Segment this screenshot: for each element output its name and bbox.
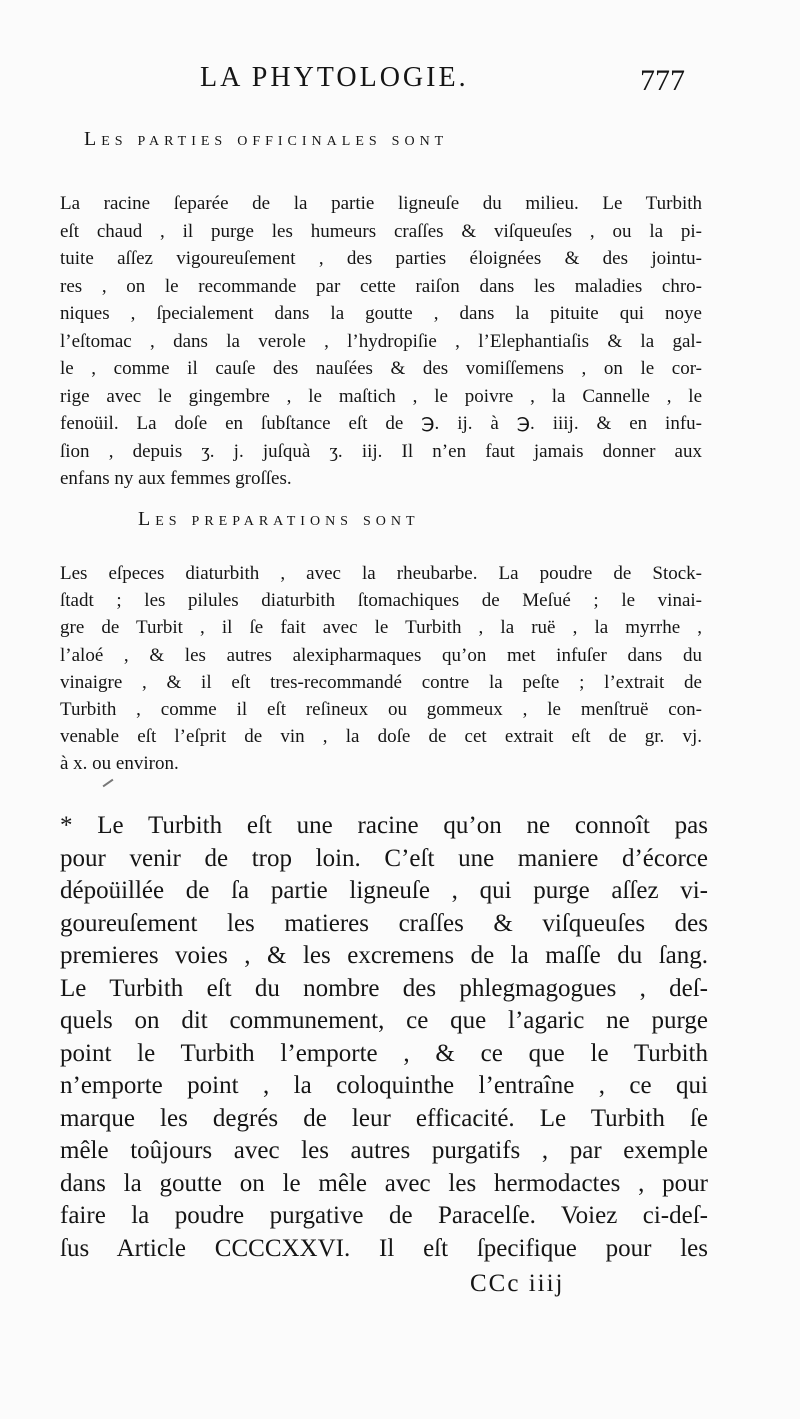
text-line: res , on le recommande par cette raiſon dans les maladies chro- — [60, 275, 702, 297]
text-line: premieres voies , & les excremens de la maſſe du ſang. — [60, 942, 708, 969]
text-line: tuite aſſez vigoureuſement , des parties éloignées & des jointu- — [60, 248, 702, 269]
text-line: quels on dit communement, ce que l’agaric ne purge — [60, 1007, 708, 1034]
paragraph-preparations — [60, 560, 702, 778]
text-line: rige avec le gingembre , le maſtich , le poivre , la Cannelle , le — [60, 385, 702, 407]
text-line: mêle toûjours avec les autres purgatifs , par exemple — [60, 1137, 708, 1164]
text-line: dépoüillée de ſa partie ligneuſe , qui purge aſſez vi- — [60, 877, 708, 904]
text-line: marque les degrés de leur efficacité. Le Turbith ſe — [60, 1104, 708, 1132]
signature-mark: CCc iiij — [470, 1270, 565, 1297]
section-heading-preparations: Les preparations sont — [138, 508, 420, 530]
footnote-turbith — [60, 810, 708, 1265]
text-line: * Le Turbith eſt une racine qu’on ne connoît pas — [60, 812, 708, 839]
text-line: le , comme il cauſe des nauſées & des vomiſſemens , on le cor- — [60, 358, 702, 379]
text-line: l’eſtomac , dans la verole , l’hydropiſie , l’Elephantiaſis & la gal- — [60, 330, 702, 352]
text-line: enfans ny aux femmes groſſes. — [60, 468, 292, 489]
text-line: l’aloé , & les autres alexipharmaques qu’on met infuſer dans du — [60, 644, 702, 666]
text-line: Le Turbith eſt du nombre des phlegmagogues , deſ- — [60, 974, 708, 1002]
text-line: ſion , depuis ʒ. j. juſquà ʒ. iij. Il n’en faut jamais donner aux — [60, 440, 702, 462]
paragraph-officinales — [60, 190, 702, 493]
text-line: venable eſt l’eſprit de vin , la doſe de cet extrait eſt de gr. vj. — [60, 726, 702, 748]
text-line: niques , ſpecialement dans la goutte , dans la pituite qui noye — [60, 303, 702, 324]
text-line: dans la goutte on le mêle avec les hermodactes , pour — [60, 1169, 708, 1197]
text-line: La racine ſeparée de la partie ligneuſe du milieu. Le Turbith — [60, 193, 702, 214]
text-line: ſus Article CCCCXXVI. Il eſt ſpecifique pour les — [60, 1234, 708, 1262]
text-line: Les eſpeces diaturbith , avec la rheubarbe. La poudre de Stock- — [60, 563, 702, 584]
section-heading-officinales: Les parties officinales sont — [84, 128, 449, 150]
text-line: Turbith , comme il eſt reſineux ou gommeux , le menſtruë con- — [60, 699, 702, 721]
text-line: fenoüil. La doſe en ſubſtance eſt de ℈. ij. à ℈. iiij. & en infu- — [60, 413, 702, 434]
page-number: 777 — [640, 64, 685, 97]
text-line: à x. ou environ. — [60, 753, 179, 775]
text-line: vinaigre , & il eſt tres-recommandé contre la peſte ; l’extrait de — [60, 671, 702, 693]
text-line: faire la poudre purgative de Paracelſe. Voiez ci-deſ- — [60, 1202, 708, 1229]
text-line: eſt chaud , il purge les humeurs craſſes & viſqueuſes , ou la pi- — [60, 220, 702, 242]
text-line: pour venir de trop loin. C’eſt une maniere d’écorce — [60, 844, 708, 872]
text-line: gre de Turbit , il ſe fait avec le Turbith , la ruë , la myrrhe , — [60, 617, 702, 639]
text-line: n’emporte point , la coloquinthe l’entraîne , ce qui — [60, 1072, 708, 1099]
stray-mark — [103, 779, 114, 788]
text-line: goureuſement les matieres craſſes & viſqueuſes des — [60, 909, 708, 937]
running-title: LA PHYTOLOGIE. — [200, 62, 469, 93]
text-line: ſtadt ; les pilules diaturbith ſtomachiques de Meſué ; le vinai- — [60, 590, 702, 612]
text-line: point le Turbith l’emporte , & ce que le Turbith — [60, 1039, 708, 1067]
